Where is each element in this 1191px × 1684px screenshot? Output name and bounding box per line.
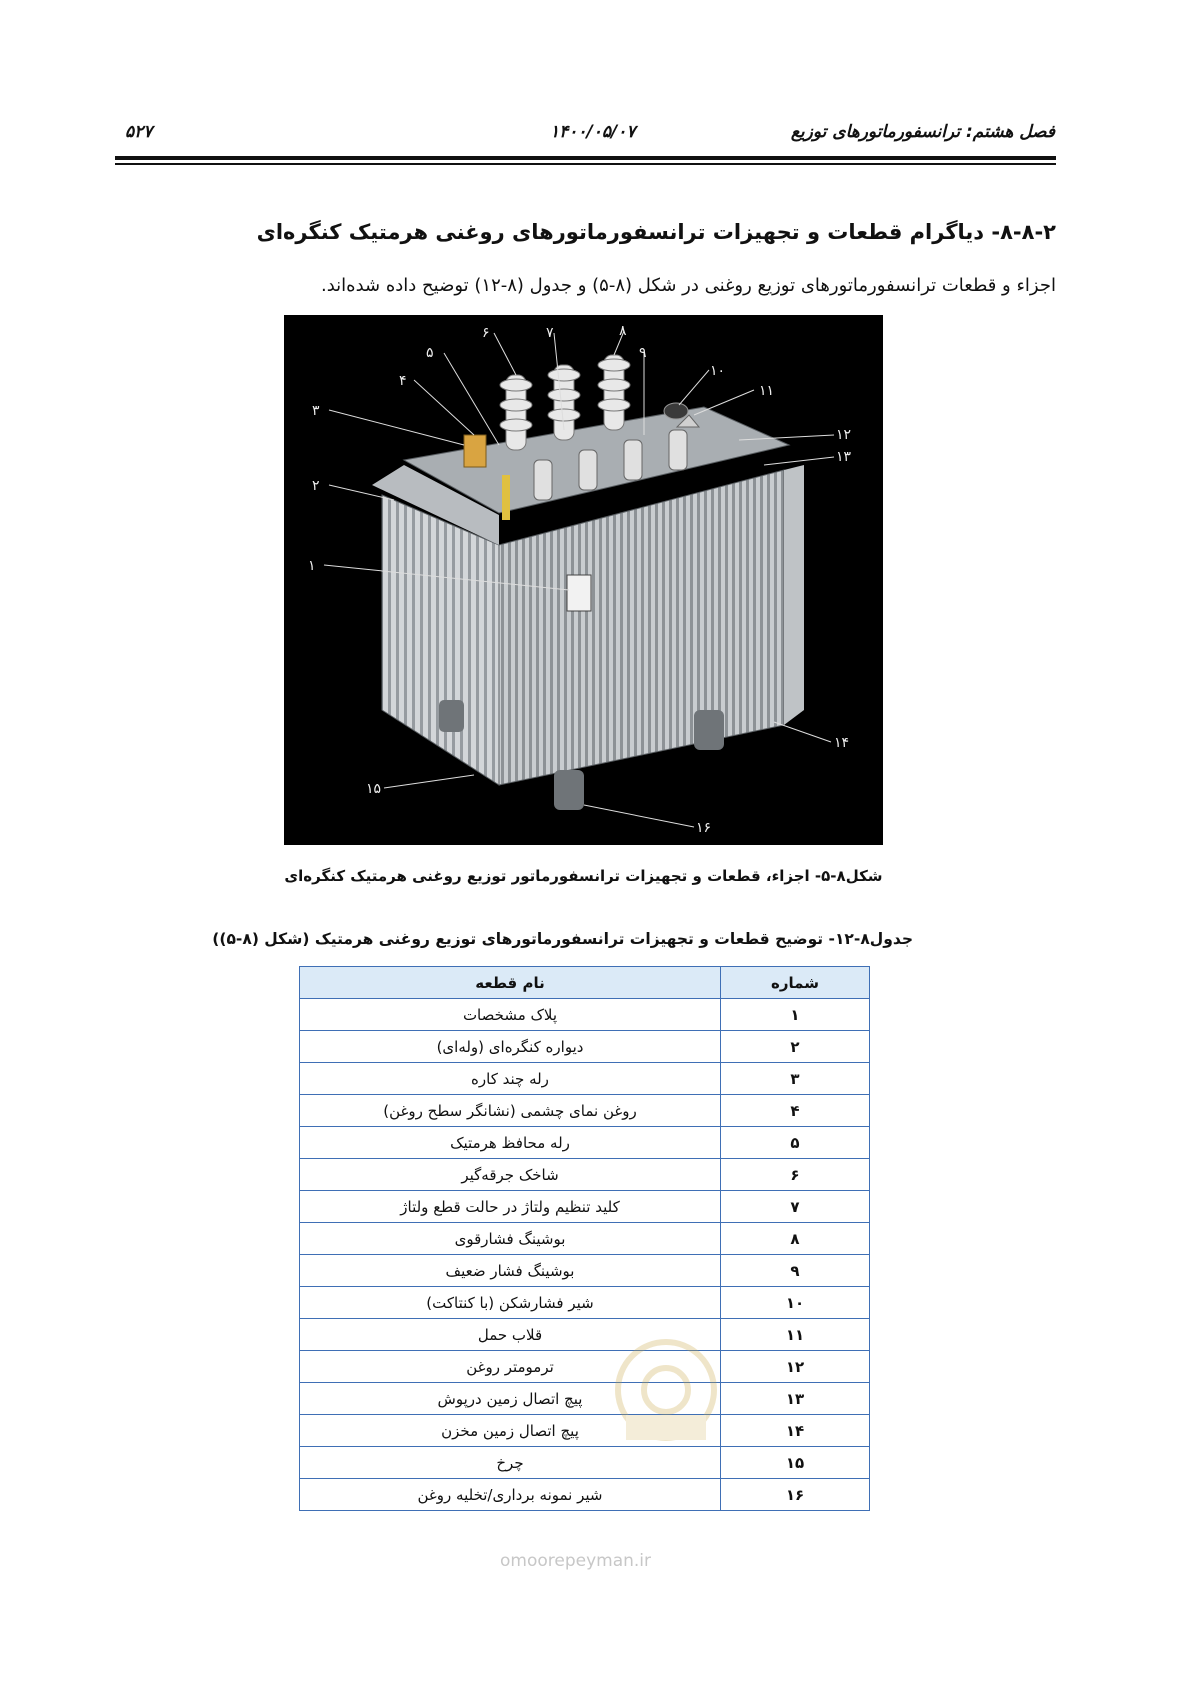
part-name: پیچ اتصال زمین مخزن <box>300 1415 721 1447</box>
part-name: شاخک جرقه‌گیر <box>300 1159 721 1191</box>
table-row <box>300 1095 870 1127</box>
table-row <box>300 1063 870 1095</box>
part-name: بوشینگ فشارقوی <box>300 1223 721 1255</box>
part-number: ۳ <box>721 1063 870 1095</box>
part-number: ۷ <box>721 1191 870 1223</box>
part-name: ترمومتر روغن <box>300 1351 721 1383</box>
table-row <box>300 1447 870 1479</box>
part-number: ۹ <box>721 1255 870 1287</box>
part-number: ۶ <box>721 1159 870 1191</box>
part-number: ۱۶ <box>721 1479 870 1511</box>
part-name: رله چند کاره <box>300 1063 721 1095</box>
callout-label: ۱۳ <box>836 449 852 465</box>
callout-label: ۱۲ <box>836 427 852 443</box>
part-name: چرخ <box>300 1447 721 1479</box>
callout-label: ۳ <box>312 403 320 419</box>
part-number: ۱ <box>721 999 870 1031</box>
part-number: ۸ <box>721 1223 870 1255</box>
callout-label: ۴ <box>399 373 407 389</box>
multi-relay <box>464 435 486 467</box>
table-row <box>300 1319 870 1351</box>
part-name: رله محافظ هرمتیک <box>300 1127 721 1159</box>
table-row <box>300 1479 870 1511</box>
part-number: ۱۱ <box>721 1319 870 1351</box>
callout-label: ۱۴ <box>834 735 850 751</box>
watermark-text: omoorepeyman.ir <box>500 1551 652 1571</box>
table-caption: جدول۸-۱۲- توضیح قطعات و تجهیزات ترانسفورماتورهای توزیع روغنی هرمتیک (شکل (۸-۵)) <box>212 930 913 948</box>
callout-label: ۶ <box>482 325 490 341</box>
callout-label: ۱۰ <box>710 363 726 379</box>
part-number: ۱۲ <box>721 1351 870 1383</box>
table-row <box>300 1031 870 1063</box>
table-row <box>300 999 870 1031</box>
table-row <box>300 1127 870 1159</box>
page-number: ۵۲۷ <box>125 122 153 142</box>
header-number: شماره <box>721 967 870 999</box>
part-name: پلاک مشخصات <box>300 999 721 1031</box>
figure-caption: شکل۸-۵- اجزاء، قطعات و تجهیزات ترانسفورماتور توزیع روغنی هرمتیک کنگره‌ای <box>284 867 883 885</box>
table-row <box>300 1255 870 1287</box>
part-number: ۴ <box>721 1095 870 1127</box>
transformer-illustration <box>284 315 883 845</box>
table-row <box>300 1351 870 1383</box>
part-name: پیچ اتصال زمین درپوش <box>300 1383 721 1415</box>
chapter-title: فصل هشتم: ترانسفورماتورهای توزیع <box>790 122 1055 142</box>
parts-table <box>299 966 870 1511</box>
part-number: ۱۴ <box>721 1415 870 1447</box>
table-row <box>300 1383 870 1415</box>
table-row <box>300 1287 870 1319</box>
table-row <box>300 1159 870 1191</box>
callout-label: ۱۱ <box>759 383 775 399</box>
table-header-row <box>300 967 870 999</box>
callout-label: ۷ <box>546 325 554 341</box>
header-date: ۱۴۰۰/۰۵/۰۷ <box>550 122 636 142</box>
table-row <box>300 1191 870 1223</box>
part-number: ۱۵ <box>721 1447 870 1479</box>
nameplate <box>567 575 591 611</box>
part-name: روغن نمای چشمی (نشانگر سطح روغن) <box>300 1095 721 1127</box>
callout-label: ۱۵ <box>366 781 382 797</box>
part-number: ۲ <box>721 1031 870 1063</box>
part-name: دیواره کنگره‌ای (وله‌ای) <box>300 1031 721 1063</box>
table-row <box>300 1223 870 1255</box>
callout-label: ۲ <box>312 478 320 494</box>
header-part-name: نام قطعه <box>300 967 721 999</box>
intro-paragraph: اجزاء و قطعات ترانسفورماتورهای توزیع روغنی در شکل (۸-۵) و جدول (۸-۱۲) توضیح داده شده‌اند. <box>320 275 1056 296</box>
wheel <box>554 770 584 810</box>
section-title: ۸-۸-۲- دیاگرام قطعات و تجهیزات ترانسفورماتورهای روغنی هرمتیک کنگره‌ای <box>256 220 1056 244</box>
page-header <box>115 122 1055 146</box>
callout-label: ۵ <box>426 345 434 361</box>
part-name: کلید تنظیم ولتاژ در حالت قطع ولتاژ <box>300 1191 721 1223</box>
table-row <box>300 1415 870 1447</box>
part-number: ۱۳ <box>721 1383 870 1415</box>
part-name: بوشینگ فشار ضعیف <box>300 1255 721 1287</box>
part-number: ۵ <box>721 1127 870 1159</box>
callout-label: ۱۶ <box>696 820 712 836</box>
header-rule-thick <box>115 156 1056 160</box>
part-name: قلاب حمل <box>300 1319 721 1351</box>
part-name: شیر فشارشکن (با کنتاکت) <box>300 1287 721 1319</box>
part-number: ۱۰ <box>721 1287 870 1319</box>
callout-label: ۸ <box>619 323 627 339</box>
transformer-figure <box>284 315 883 845</box>
callout-label: ۹ <box>639 345 647 361</box>
callout-label: ۱ <box>308 558 316 574</box>
part-name: شیر نمونه برداری/تخلیه روغن <box>300 1479 721 1511</box>
header-rule-thin <box>115 163 1056 165</box>
